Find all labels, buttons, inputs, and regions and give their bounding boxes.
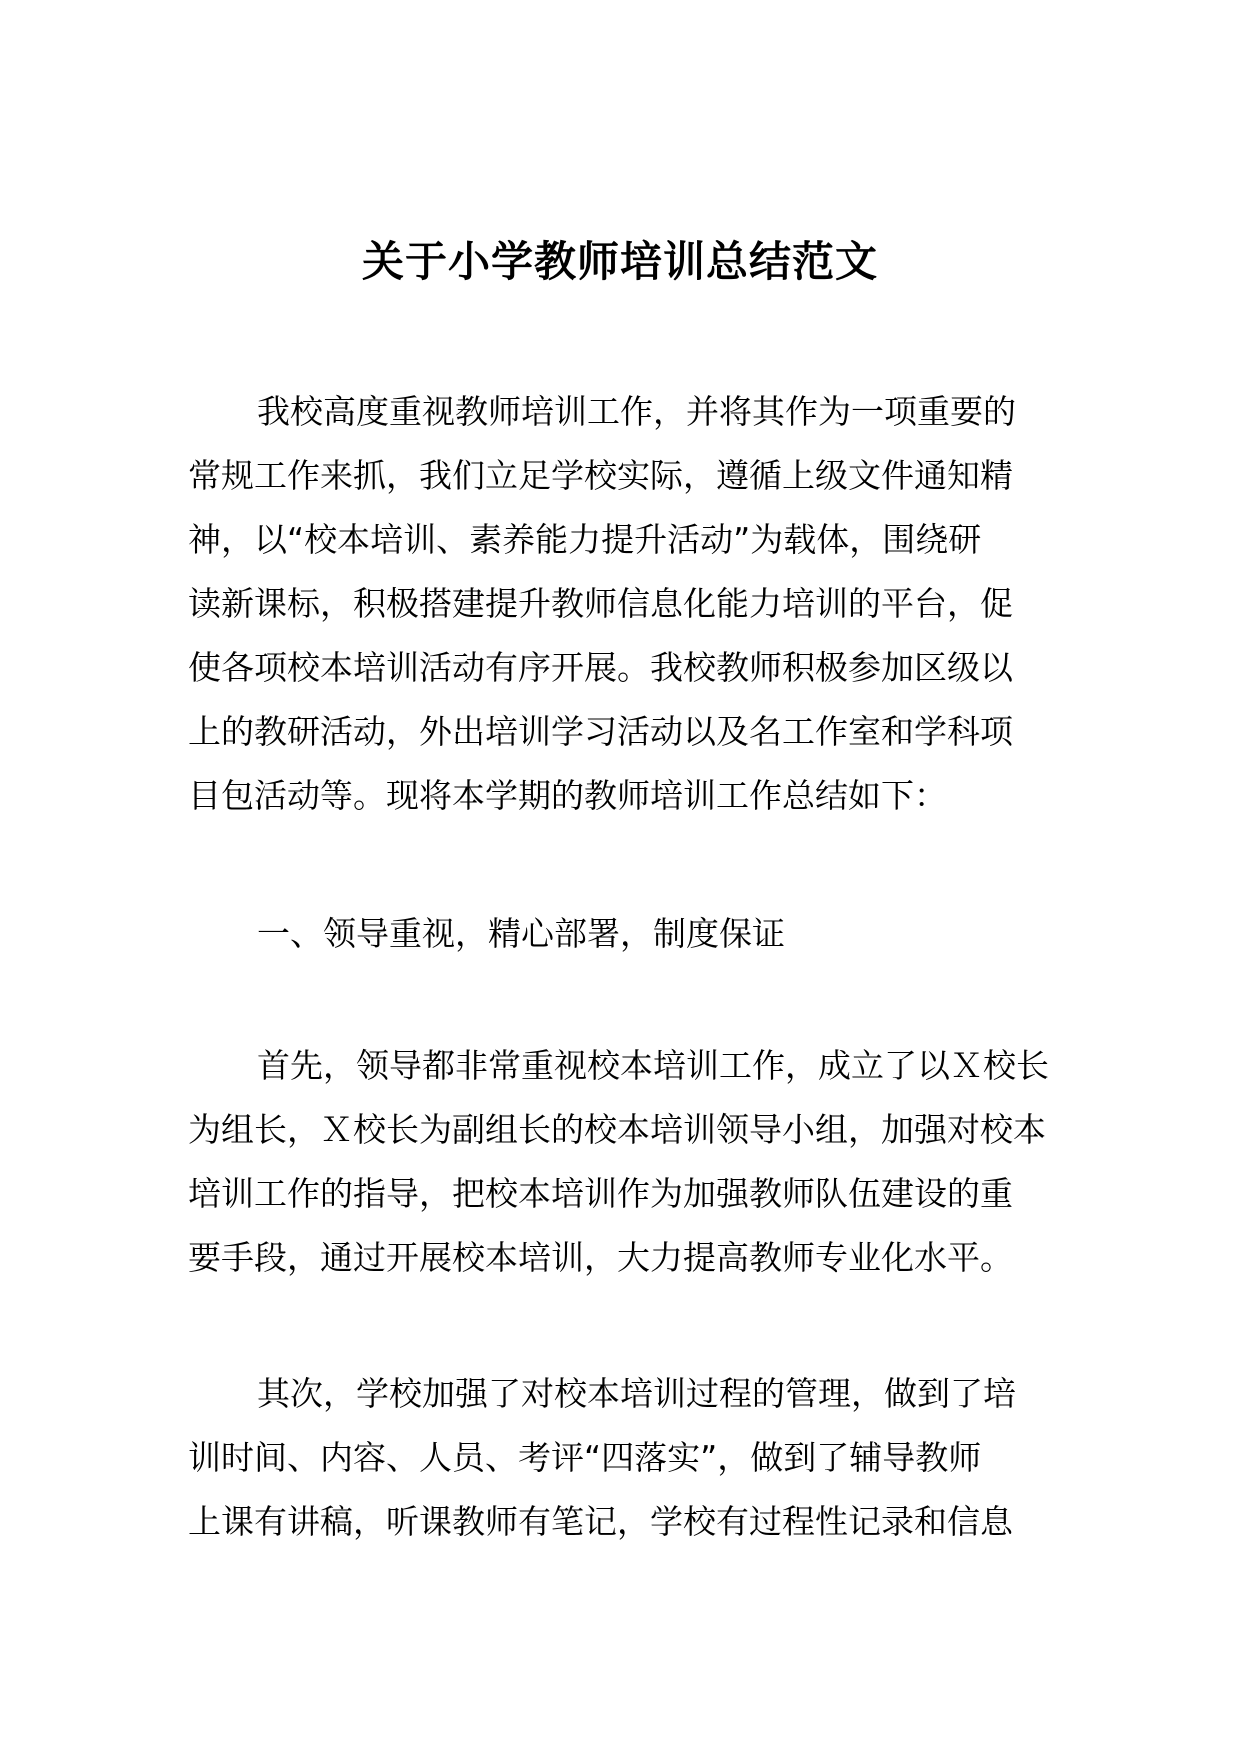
text-line: 神，以“校本培训、素养能力提升活动”为载体，围绕研 (188, 520, 982, 559)
section-heading: 一、领导重视，精心部署，制度保证 (257, 914, 785, 953)
text-line: 使各项校本培训活动有序开展。我校教师积极参加区级以 (188, 648, 1013, 687)
text-line: 我校高度重视教师培训工作，并将其作为一项重要的 (257, 392, 1016, 431)
body-paragraph (188, 1362, 1058, 1554)
text-line: 要手段，通过开展校本培训，大力提高教师专业化水平。 (188, 1238, 1013, 1277)
text-line: 首先，领导都非常重视校本培训工作，成立了以Ｘ校长 (257, 1046, 1049, 1085)
intro-paragraph (188, 380, 1058, 828)
body-paragraph (188, 1034, 1058, 1290)
text-line: 训时间、内容、人员、考评“四落实”，做到了辅导教师 (188, 1438, 982, 1477)
text-line: 上课有讲稿，听课教师有笔记，学校有过程性记录和信息 (188, 1502, 1013, 1541)
text-line: 常规工作来抓，我们立足学校实际，遵循上级文件通知精 (188, 456, 1013, 495)
text-line: 为组长，Ｘ校长为副组长的校本培训领导小组，加强对校本 (188, 1110, 1046, 1149)
text-line: 上的教研活动，外出培训学习活动以及名工作室和学科项 (188, 712, 1013, 751)
document-title: 关于小学教师培训总结范文 (361, 237, 878, 287)
text-line: 读新课标，积极搭建提升教师信息化能力培训的平台，促 (188, 584, 1013, 623)
text-line: 培训工作的指导，把校本培训作为加强教师队伍建设的重 (188, 1174, 1013, 1213)
text-line: 目包活动等。现将本学期的教师培训工作总结如下： (188, 776, 947, 815)
text-line: 其次，学校加强了对校本培训过程的管理，做到了培 (257, 1374, 1016, 1413)
